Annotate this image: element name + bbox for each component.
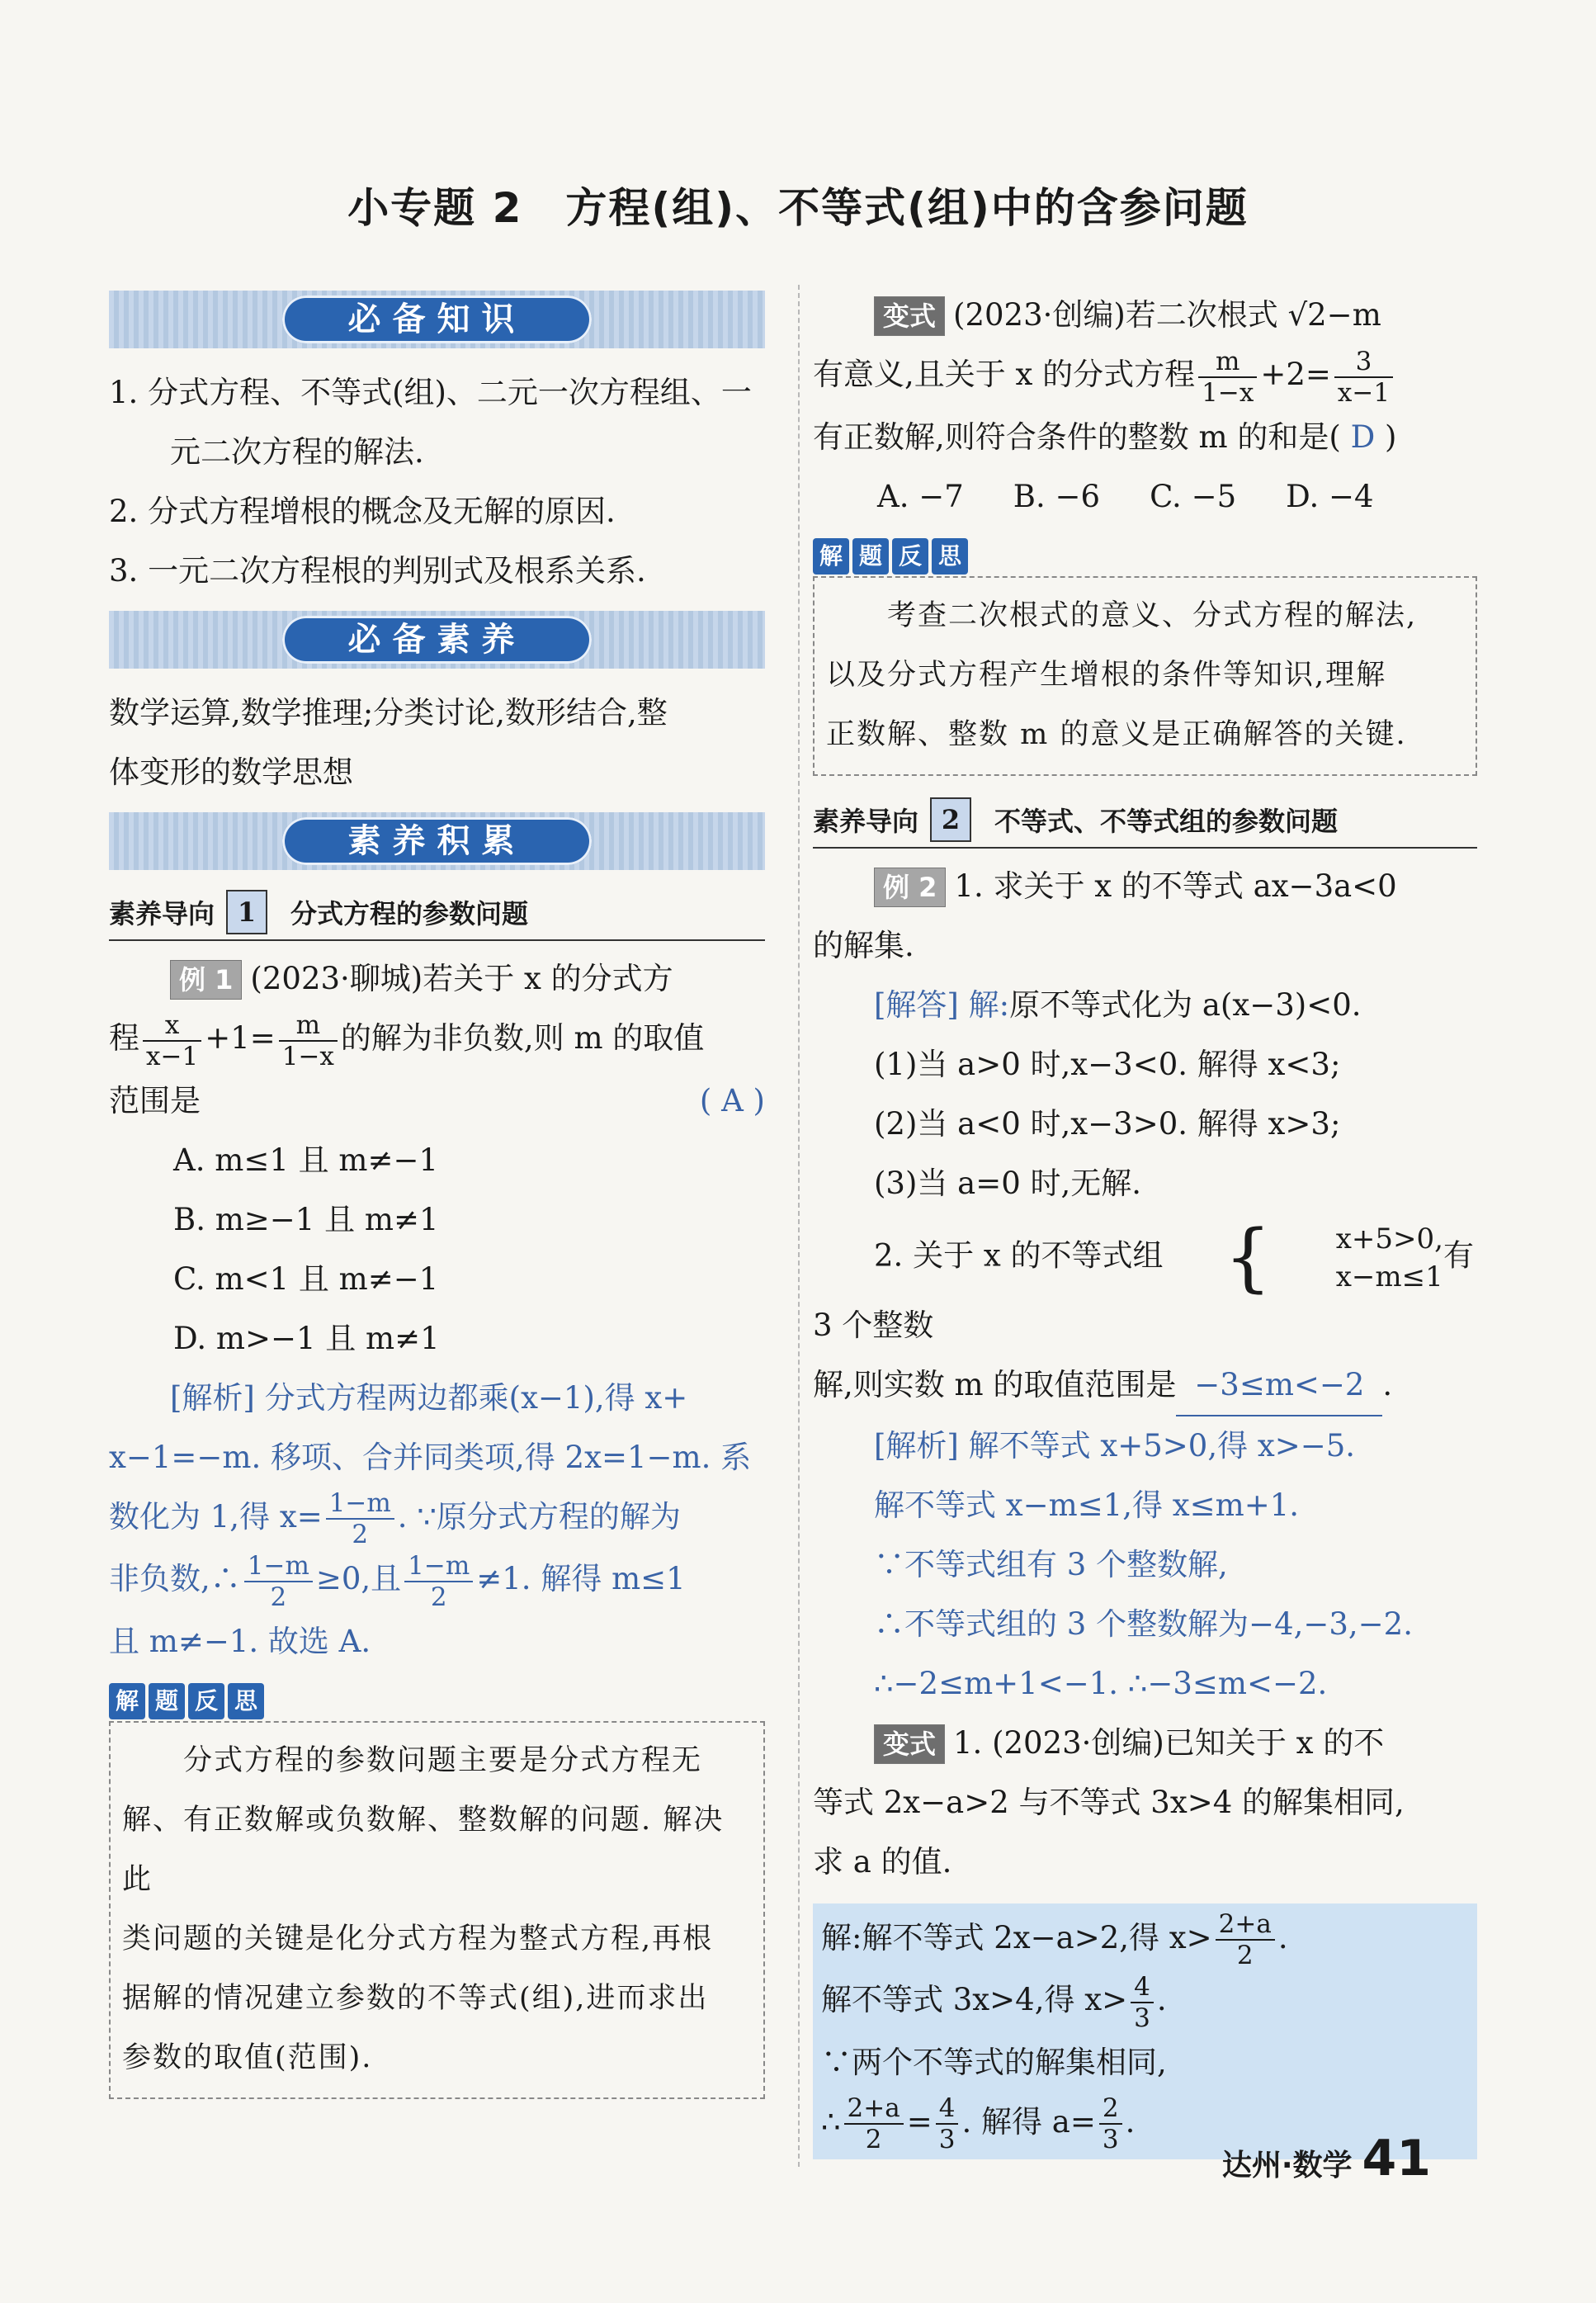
reflection-box: 考查二次根式的意义、分式方程的解法, 以及分式方程产生增根的条件等知识,理解 正数解、整数 m 的意义是正确解答的关键. (813, 576, 1477, 776)
reflection-label: 解 题 反 思 (813, 538, 1477, 576)
fraction: $\frac{1-m}{2}$ (244, 1551, 313, 1612)
knowledge-line: 3. 一元二次方程根的判别式及根系关系. (109, 553, 646, 589)
variant-2-solution: 解:解不等式 2x−a>2,得 x> $\frac{2+a}{2}$ . 解不等式 3x>4,得 x> $\frac{4}{3}$ . ∵两个不等式的解集相同, ∴ $\frac{2+a}{2}$ = $\frac{4}{3}$ . 解得 a= $\frac{2}{3}$ . (813, 1903, 1477, 2160)
banner-literacy: 必备素养 (109, 611, 765, 669)
option: D. m>−1 且 m≠1 (173, 1320, 440, 1356)
reflection-label: 解 题 反 思 (109, 1683, 765, 1721)
page-footer (1222, 2130, 1431, 2187)
example-1-line: 例 1 (2023·聊城)若关于 x 的分式方 (109, 949, 765, 1009)
option: B. m≥−1 且 m≠1 (173, 1201, 439, 1237)
options (109, 1131, 765, 1369)
option: B. −6 (1013, 478, 1101, 514)
guide-heading-2: 素养导向 2 不等式、不等式组的参数问题 (813, 792, 1477, 849)
variant-1-line: 有意义,且关于 x 的分式方程 $\frac{m}{1-x}$ +2= $\frac{3}{x-1}$ (813, 345, 1477, 408)
option: D. −4 (1286, 478, 1374, 514)
answer-choice: D (1350, 419, 1376, 455)
literacy-line: 数学运算,数学推理;分类讨论,数形结合,整 (109, 695, 668, 731)
option: C. −5 (1150, 478, 1237, 514)
question-2-line: 2. 关于 x 的不等式组 { x+5>0, x−m≤1 有 3 个整数 (813, 1213, 1474, 1343)
example-1-line: 程 $\frac{x}{x-1}$ +1= $\frac{m}{1-x}$ 的解为非负数,则 m 的取值 (109, 1010, 705, 1071)
fraction: $\frac{4}{3}$ (1131, 1972, 1154, 2033)
fraction: $\frac{2+a}{2}$ (1216, 1909, 1275, 1970)
option: A. m≤1 且 m≠−1 (173, 1142, 439, 1178)
fraction: $\frac{2+a}{2}$ (844, 2093, 904, 2154)
answer-blank: −3≤m<−2 (1176, 1355, 1382, 1416)
reflection-box: 分式方程的参数问题主要是分式方程无 解、有正数解或负数解、整数解的问题. 解决此 类问题的关键是化分式方程为整式方程,再根 据解的情况建立参数的不等式(组),进而求出 参数的取值(范围). (109, 1721, 765, 2099)
guide-heading-1: 素养导向 1 分式方程的参数问题 (109, 885, 765, 941)
fraction: $\frac{4}{3}$ (936, 2093, 959, 2154)
variant-1-line: 有正数解,则符合条件的整数 m 的和是( D ) (813, 419, 1397, 455)
example-1-line: 范围是 ( A ) (109, 1071, 765, 1131)
option: C. m<1 且 m≠−1 (173, 1260, 439, 1297)
question-2-line: 解,则实数 m 的取值范围是 −3≤m<−2 . (813, 1355, 1477, 1416)
fraction: $\frac{1-m}{2}$ (404, 1551, 473, 1612)
column-divider (798, 285, 800, 2167)
left-column (109, 281, 765, 2116)
banner-accumulation: 素养积累 (109, 812, 765, 870)
knowledge-line: 2. 分式方程增根的概念及无解的原因. (109, 494, 616, 529)
fraction: $\frac{m}{1-x}$ (1198, 347, 1257, 408)
variant-2-line: 变式 1. (2023·创编)已知关于 x 的不 (813, 1714, 1477, 1773)
solution-2: [解析] 解不等式 x+5>0,得 x>−5. 解不等式 x−m≤1,得 x≤m+1. ∵不等式组有 3 个整数解, ∴不等式组的 3 个整数解为−4,−3,−2. ∴−2≤m+1<−1. ∴−3≤m<−2. (874, 1427, 1413, 1701)
fraction: $\frac{3}{x-1}$ (1334, 347, 1393, 408)
knowledge-line: 元二次方程的解法. (170, 434, 424, 470)
solution-1: [解析] 分式方程两边都乘(x−1),得 x+ x−1=−m. 移项、合并同类项,得 2x=1−m. 系 数化为 1,得 x= $\frac{1-m}{2}$ . ∵原分式方程的解为 非负数,∴ $\frac{1-m}{2}$ ≥0,且 $\frac{1-m}{2}$ ≠1. 解得 m≤1 且 m≠−1. 故选 A. (109, 1379, 752, 1659)
right-column: 变式 (2023·创编)若二次根式 √2−m 有意义,且关于 x 的分式方程 $\frac{m}{1-x}$ +2= $\frac{3}{x-1}$ 有正数解,则符合条件的整数 m 的和是( D ) A. −7 B. −6 C. −5 D. −4 解 题 反 思 考查二次根式的意义、分式方程的解法, 以及分式方程产生增根的条件等知识,理解 正数解、整数 m 的意义是正确解答的关键. 素养导向 2 不等式、不等式组的参数问题 例 2 1. 求关于 x 的不等式 ax−3a<0 的解集. [解答] 解:原不等式化为 a(x−3)<0. (1)当 a>0 时,x−3<0. 解得 x<3; (2)当 a<0 时,x−3>0. 解得 x>3; (3)当 a=0 时,无解. 2. 关于 x 的不等式组 { x+5>0, x−m≤1 有 3 个整数 解,则实数 m 的取值范围是 −3≤m<−2 . [解析] 解不等式 x+5>0,得 x>−5. 解不等式 x−m≤1,得 x≤m+1. ∵不等式组有 3 个整数解, ∴不等式组的 3 个整数解为−4,−3,−2. ∴−2≤m+1<−1. ∴−3≤m<−2. 变式 1. (2023·创编)已知关于 x 的不 等式 2x−a>2 与不等式 3x>4 的解集相同, 求 a 的值. 解:解不等式 2x−a>2,得 x> $\frac{2+a}{2}$ . 解不等式 3x>4,得 x> $\frac{4}{3}$ . ∵两个不等式的解集相同, ∴ $\frac{2+a}{2}$ = $\frac{4}{3}$ . 解得 a= $\frac{2}{3}$ . (813, 281, 1477, 2159)
page-title: 小专题 2 方程(组)、不等式(组)中的含参问题 (347, 184, 1249, 232)
inequality-system: { x+5>0, x−m≤1 (1224, 1213, 1443, 1301)
variant-tag: 变式 (874, 1724, 945, 1764)
options (813, 467, 1477, 527)
banner-knowledge: 必备知识 (109, 291, 765, 348)
fraction: $\frac{2}{3}$ (1099, 2093, 1122, 2154)
example-tag: 例 1 (170, 960, 242, 1000)
answer-choice: ( A ) (699, 1082, 765, 1118)
knowledge-line: 1. 分式方程、不等式(组)、二元一次方程组、一 (109, 375, 752, 410)
page-number: 41 (1362, 2130, 1431, 2187)
literacy-line: 体变形的数学思想 (109, 754, 353, 790)
fraction: $\frac{x}{x-1}$ (143, 1010, 201, 1071)
fraction: $\frac{1-m}{2}$ (326, 1488, 394, 1549)
fraction: $\frac{m}{1-x}$ (279, 1010, 338, 1071)
variant-tag: 变式 (874, 296, 945, 336)
footer-text: 达州·数学 (1221, 2149, 1353, 2182)
example-tag: 例 2 (874, 868, 946, 907)
answer-1: [解答] 解:原不等式化为 a(x−3)<0. (1)当 a>0 时,x−3<0. 解得 x<3; (2)当 a<0 时,x−3>0. 解得 x>3; (3)当 a=0 时,无解. (874, 986, 1362, 1201)
variant-1-line: 变式 (2023·创编)若二次根式 √2−m (813, 286, 1477, 345)
example-2-line: 例 2 1. 求关于 x 的不等式 ax−3a<0 (813, 857, 1477, 916)
option: A. −7 (877, 478, 964, 514)
